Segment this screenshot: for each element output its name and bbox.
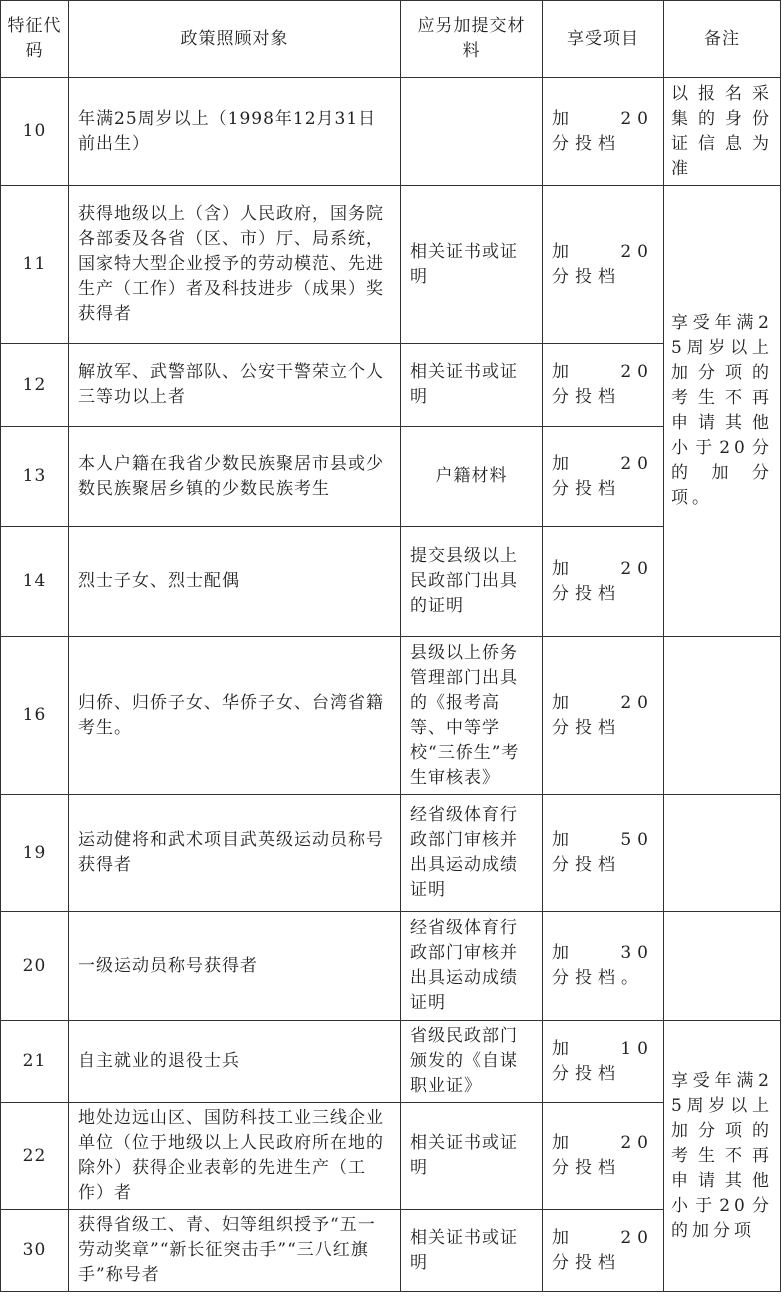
header-material: 应另加提交材料 bbox=[401, 1, 543, 78]
header-row bbox=[1, 1, 781, 78]
row-object: 地处边远山区、国防科技工业三线企业单位（位于地级以上人民政府所在地的除外）获得企业表彰的先进生产（工作）者 bbox=[69, 1103, 401, 1210]
row-material bbox=[401, 78, 543, 186]
row-code: 30 bbox=[1, 1210, 69, 1292]
row-object: 年满25周岁以上（1998年12月31日前出生） bbox=[69, 78, 401, 186]
row-item: 加 10 分投档 bbox=[543, 1021, 664, 1103]
table-row bbox=[1, 1021, 781, 1103]
row-item: 加 30 分投档。 bbox=[543, 912, 664, 1021]
row-object: 归侨、归侨子女、华侨子女、台湾省籍考生。 bbox=[69, 637, 401, 795]
row-code: 13 bbox=[1, 427, 69, 527]
row-item: 加 20 分投档 bbox=[543, 527, 664, 637]
table-row bbox=[1, 637, 781, 795]
table-row bbox=[1, 795, 781, 912]
row-item: 加 20 分投档 bbox=[543, 427, 664, 527]
row-item: 加 20 分投档 bbox=[543, 344, 664, 427]
row-code: 19 bbox=[1, 795, 69, 912]
row-remark-empty bbox=[664, 795, 781, 912]
row-material: 相关证书或证明 bbox=[401, 186, 543, 344]
row-item: 加 50 分投档 bbox=[543, 795, 664, 912]
table-row bbox=[1, 912, 781, 1021]
row-code: 22 bbox=[1, 1103, 69, 1210]
row-item: 加 20 分投档 bbox=[543, 1210, 664, 1292]
row-remark-empty bbox=[664, 637, 781, 795]
table-row bbox=[1, 78, 781, 186]
row-item: 加 20 分投档 bbox=[543, 186, 664, 344]
row-material: 县级以上侨务管理部门出具的《报考高等、中等学校“三侨生”考生审核表》 bbox=[401, 637, 543, 795]
row-material: 经省级体育行政部门审核并出具运动成绩证明 bbox=[401, 795, 543, 912]
merged-remark-group1: 享受年满25周岁以上加分项的考生不再申请其他小于20分的加分项。 bbox=[664, 186, 781, 637]
row-material: 经省级体育行政部门审核并出具运动成绩证明 bbox=[401, 912, 543, 1021]
row-item: 加 20 分投档 bbox=[543, 637, 664, 795]
row-item: 加 20 分投档 bbox=[543, 1103, 664, 1210]
header-code: 特征代码 bbox=[1, 1, 69, 78]
row-code: 20 bbox=[1, 912, 69, 1021]
row-code: 14 bbox=[1, 527, 69, 637]
row-material: 提交县级以上民政部门出具的证明 bbox=[401, 527, 543, 637]
row-object: 烈士子女、烈士配偶 bbox=[69, 527, 401, 637]
row-material: 户籍材料 bbox=[401, 427, 543, 527]
row-material: 省级民政部门颁发的《自谋职业证》 bbox=[401, 1021, 543, 1103]
row-object: 本人户籍在我省少数民族聚居市县或少数民族聚居乡镇的少数民族考生 bbox=[69, 427, 401, 527]
row-object: 获得地级以上（含）人民政府，国务院各部委及各省（区、市）厅、局系统，国家特大型企业授予的劳动模范、先进生产（工作）者及科技进步（成果）奖获得者 bbox=[69, 186, 401, 344]
header-object: 政策照顾对象 bbox=[69, 1, 401, 78]
header-remark: 备注 bbox=[664, 1, 781, 78]
row-object: 一级运动员称号获得者 bbox=[69, 912, 401, 1021]
header-item: 享受项目 bbox=[543, 1, 664, 78]
table-row bbox=[1, 186, 781, 344]
row-object: 自主就业的退役士兵 bbox=[69, 1021, 401, 1103]
row-object: 运动健将和武术项目武英级运动员称号获得者 bbox=[69, 795, 401, 912]
row-object: 获得省级工、青、妇等组织授予“五一劳动奖章”“新长征突击手”“三八红旗手”称号者 bbox=[69, 1210, 401, 1292]
merged-remark-group2: 享受年满25周岁以上加分项的考生不再申请其他小于20分的加分项 bbox=[664, 1021, 781, 1292]
row-material: 相关证书或证明 bbox=[401, 344, 543, 427]
row-material: 相关证书或证明 bbox=[401, 1103, 543, 1210]
row-code: 12 bbox=[1, 344, 69, 427]
row-code: 21 bbox=[1, 1021, 69, 1103]
row-code: 10 bbox=[1, 78, 69, 186]
row-code: 11 bbox=[1, 186, 69, 344]
row-material: 相关证书或证明 bbox=[401, 1210, 543, 1292]
row-remark-empty bbox=[664, 912, 781, 1021]
row-object: 解放军、武警部队、公安干警荣立个人三等功以上者 bbox=[69, 344, 401, 427]
row-code: 16 bbox=[1, 637, 69, 795]
row-remark: 以报名采集的身份证信息为准 bbox=[664, 78, 781, 186]
row-item: 加 20 分投档 bbox=[543, 78, 664, 186]
